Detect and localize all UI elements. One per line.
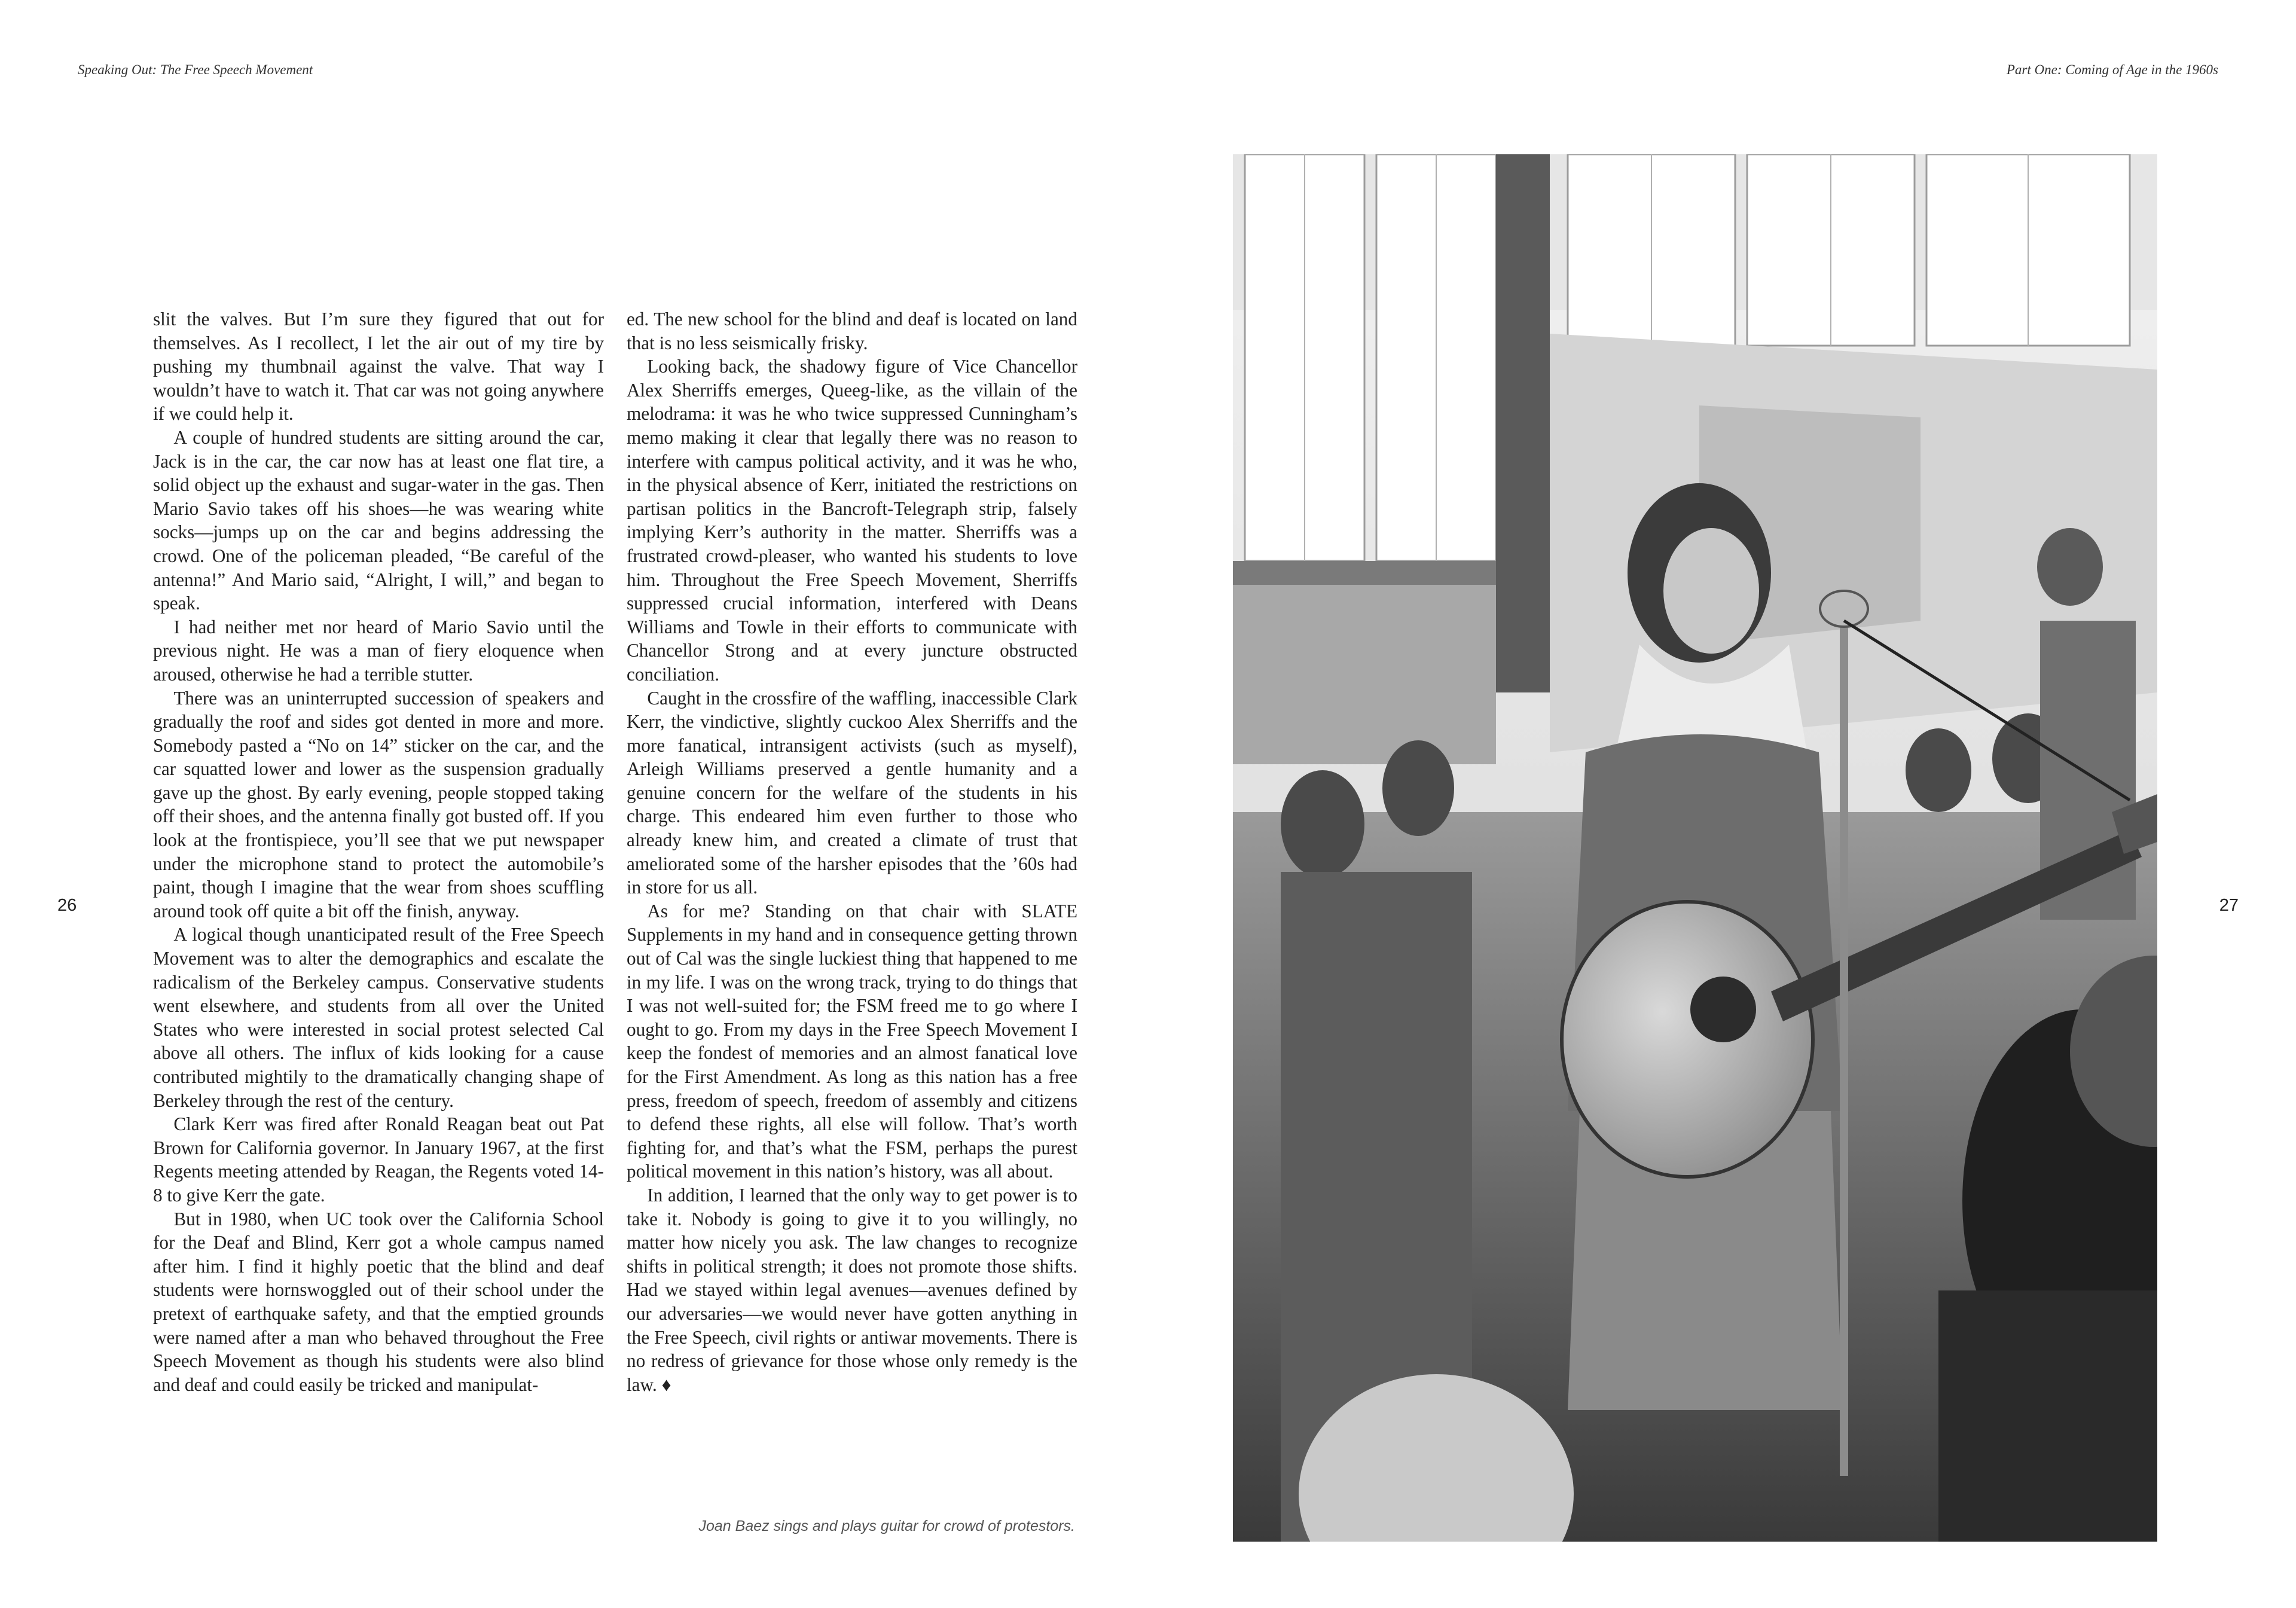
paragraph: slit the valves. But I’m sure they figured that out for themselves. As I recollect, I let the air out of my tire by pushing my thumbnail against the valve. That way I wouldn’t have to watch it. That car was not going anywhere if we could help it.: [153, 309, 604, 425]
paragraph: As for me? Standing on that chair with SLATE Supplements in my hand and in consequence getting thrown out of Cal was the single luckiest thing that happened to me in my life. I was on the wrong track, trying to do things that I was not well-suited for; the FSM freed me to go where I ought to go. From my days in the Free Speech Movement I keep the fondest of memories and an almost fanatical love for the First Amendment. As long as this nation has a free press, freedom of speech, freedom of assembly and citizens to defend these rights, all else will follow. That’s worth fighting for, and that’s what the FSM, perhaps the purest political movement in this nation’s history, was all about.: [627, 900, 1077, 1182]
paragraph: ed. The new school for the blind and deaf is located on land that is no less seismically frisky.: [627, 309, 1077, 353]
text-column-left: [153, 307, 604, 1396]
paragraph: A couple of hundred students are sitting around the car, Jack is in the car, the car now has at least one flat tire, a solid object up the exhaust and sugar-water in the gas. Then Mario Savio takes off his shoes—he was wearing white socks—jumps up on the car and begins addressing the crowd. One of the policeman pleaded, “Be careful of the antenna!” And Mario said, “Alright, I will,” and began to speak.: [153, 426, 604, 614]
page-number-right: 27: [2219, 896, 2239, 915]
running-head-left: Speaking Out: The Free Speech Movement: [78, 62, 313, 77]
paragraph: Clark Kerr was fired after Ronald Reagan beat out Pat Brown for California governor. In January 1967, at the first Regents meeting attended by Reagan, the Regents voted 14-8 to give Kerr the gate.: [153, 1113, 604, 1206]
paragraph: But in 1980, when UC took over the California School for the Deaf and Blind, Kerr got a whole campus named after him. I find it highly poetic that the blind and deaf students were hornswoggled out of their school under the pretext of earthquake safety, and that the emptied grounds were named after a man who behaved throughout the Free Speech Movement as though his students were also blind and deaf and could easily be tricked and manipulat-: [153, 1208, 604, 1395]
paragraph: A logical though unanticipated result of the Free Speech Movement was to alter the demographics and escalate the radicalism of the Berkeley campus. Conservative students went elsewhere, and students from all over the United States who were interested in social protest selected Cal above all others. The influx of kids looking for a cause contributed mightily to the dramatically changing shape of Berkeley through the rest of the century.: [153, 924, 604, 1111]
paragraph: I had neither met nor heard of Mario Savio until the previous night. He was a man of fiery eloquence when aroused, otherwise he had a terrible stutter.: [153, 616, 604, 685]
photo-joan-baez: [1233, 154, 2157, 1542]
text-column-right: [627, 307, 1077, 1396]
paragraph: In addition, I learned that the only way to get power is to take it. Nobody is going to give it to you willingly, no matter how nicely you ask. The law changes to recognize shifts in political strength; it does not promote those shifts. Had we stayed within legal avenues—avenues defined by our adversaries—we would never have gotten anything in the Free Speech, civil rights or antiwar movements. There is no redress of grievance for those whose only remedy is the law. ♦: [627, 1184, 1077, 1395]
paragraph: Looking back, the shadowy figure of Vice Chancellor Alex Sherriffs emerges, Queeg-like, as the villain of the melodrama: it was he who twice suppressed Cunningham’s memo making it clear that legally there was no reason to interfere with campus political activity, and it was he who, in the physical absence of Kerr, initiated the restrictions on partisan politics in the Bancroft-Telegraph strip, falsely implying Kerr’s authority in the matter. Sherriffs was a frustrated crowd-pleaser, who wanted his students to love him. Throughout the Free Speech Movement, Sherriffs suppressed crucial information, interfered with Deans Williams and Towle in their efforts to communicate with Chancellor Strong and at every juncture obstructed conciliation.: [627, 356, 1077, 685]
running-head-right: Part One: Coming of Age in the 1960s: [2006, 62, 2218, 77]
paragraph: There was an uninterrupted succession of speakers and gradually the roof and sides got dented in more and more. Somebody pasted a “No on 14” sticker on the car, and the car squatted lower and lower as the suspension gradually gave up the ghost. By early evening, people stopped taking off their shoes, and the antenna finally got busted off. If you look at the frontispiece, you’ll see that we put newspaper under the microphone stand to protect the automobile’s paint, though I imagine that the wear from shoes scuffling around took off quite a bit off the finish, anyway.: [153, 687, 604, 922]
photo-caption: Joan Baez sings and plays guitar for crowd of protestors.: [698, 1518, 1075, 1534]
paragraph: Caught in the crossfire of the waffling, inaccessible Clark Kerr, the vindictive, slightly cuckoo Alex Sherriffs and the more fanatical, intransigent activists (such as myself), Arleigh Williams preserved a gentle humanity and a genuine concern for the welfare of the students in his charge. This endeared him even further to those who already knew him, and created a climate of trust that ameliorated some of the harsher episodes that the ’60s had in store for us all.: [627, 687, 1077, 898]
page-number-left: 26: [57, 896, 77, 915]
photo-illustration: [1233, 154, 2157, 1542]
